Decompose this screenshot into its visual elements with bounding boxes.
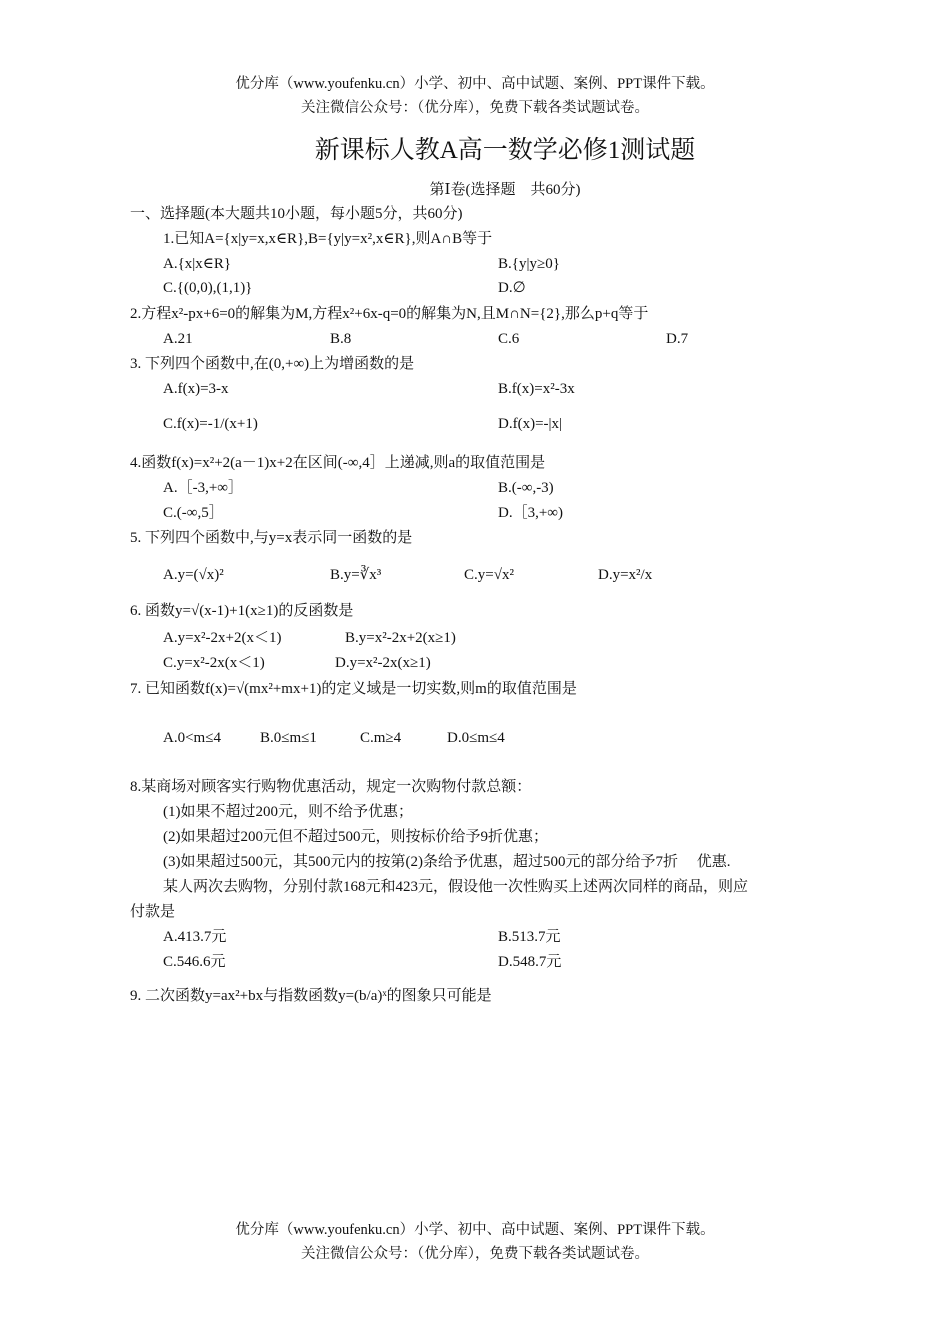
q1-stem-text: 1.已知A={x|y=x,x∈R},B={y|y=x²,x∈R},则A∩B等于 bbox=[163, 231, 493, 247]
q5-option-a: A.y=(√x)² bbox=[163, 567, 224, 583]
q8-option-b: B.513.7元 bbox=[498, 929, 561, 945]
question-8-stem: 8.某商场对顾客实行购物优惠活动，规定一次购物付款总额： bbox=[130, 779, 532, 795]
question-4-stem: 4.函数f(x)=x²+2(a－1)x+2在区间(-∞,4］上递减,则a的取值范围是 bbox=[130, 455, 546, 471]
q8-option-a: A.413.7元 bbox=[163, 929, 227, 945]
q5-option-b: B.y=∛x³ bbox=[330, 567, 382, 583]
header-line-2: 关注微信公众号：（优分库），免费下载各类试题试卷。 bbox=[301, 100, 649, 116]
q6-option-b: B.y=x²-2x+2(x≥1) bbox=[345, 630, 456, 646]
q2-option-b: B.8 bbox=[330, 331, 352, 347]
q3-option-c: C.f(x)=-1/(x+1) bbox=[163, 416, 258, 432]
q8-option-c: C.546.6元 bbox=[163, 954, 226, 970]
q3-option-b: B.f(x)=x²-3x bbox=[498, 381, 575, 397]
q8-condition-2: (2)如果超过200元但不超过500元，则按标价给予9折优惠； bbox=[163, 829, 548, 845]
question-6-stem: 6. 函数y=√(x-1)+1(x≥1)的反函数是 bbox=[130, 603, 354, 619]
page-title: 新课标人教A高一数学必修1测试题 bbox=[314, 137, 696, 164]
q7-option-c: C.m≥4 bbox=[360, 730, 402, 746]
q6-option-d: D.y=x²-2x(x≥1) bbox=[335, 655, 431, 671]
q5-option-d: D.y=x²/x bbox=[598, 567, 653, 583]
q4-option-a: A.［-3,+∞］ bbox=[163, 480, 243, 496]
q8-text-1: 某人两次去购物，分别付款168元和423元，假设他一次性购买上述两次同样的商品，则应 bbox=[163, 879, 749, 895]
question-7-stem: 7. 已知函数f(x)=√(mx²+mx+1)的定义域是一切实数,则m的取值范围是 bbox=[130, 681, 577, 697]
q7-option-a: A.0<m≤4 bbox=[163, 730, 221, 746]
footer-line-2: 关注微信公众号：（优分库），免费下载各类试题试卷。 bbox=[301, 1246, 649, 1262]
q8-condition-3: (3)如果超过500元，其500元内的按第(2)条给予优惠，超过500元的部分给予7折 优惠. bbox=[163, 854, 731, 870]
q4-option-c: C.(-∞,5］ bbox=[163, 505, 224, 521]
q8-condition-1: (1)如果不超过200元，则不给予优惠； bbox=[163, 804, 413, 820]
q4-option-b: B.(-∞,-3) bbox=[498, 480, 554, 496]
q7-option-b: B.0≤m≤1 bbox=[260, 730, 317, 746]
q1-option-d: D.∅ bbox=[498, 280, 526, 296]
question-9-stem: 9. 二次函数y=ax²+bx与指数函数y=(b/a)ˣ的图象只可能是 bbox=[130, 988, 492, 1004]
q5-option-c: C.y=√x² bbox=[464, 567, 514, 583]
q8-option-d: D.548.7元 bbox=[498, 954, 562, 970]
header-line-1: 优分库（www.youfenku.cn）小学、初中、高中试题、案例、PPT课件下载。 bbox=[235, 76, 715, 92]
q4-option-d: D.［3,+∞) bbox=[498, 505, 563, 521]
q1-option-a: A.{x|x∈R} bbox=[163, 256, 232, 272]
page-subtitle: 第Ⅰ卷(选择题 共60分) bbox=[429, 182, 581, 198]
q1-option-c: C.{(0,0),(1,1)} bbox=[163, 280, 253, 296]
q7-option-d: D.0≤m≤4 bbox=[447, 730, 505, 746]
question-1-stem bbox=[163, 228, 492, 250]
q3-option-d: D.f(x)=-|x| bbox=[498, 416, 563, 432]
q6-option-c: C.y=x²-2x(x＜1) bbox=[163, 655, 265, 671]
question-3-stem: 3. 下列四个函数中,在(0,+∞)上为增函数的是 bbox=[130, 356, 415, 372]
q2-option-d: D.7 bbox=[666, 331, 689, 347]
q1-option-b: B.{y|y≥0} bbox=[498, 256, 560, 272]
question-5-stem: 5. 下列四个函数中,与y=x表示同一函数的是 bbox=[130, 530, 413, 546]
q2-option-c: C.6 bbox=[498, 331, 520, 347]
q8-text-2: 付款是 bbox=[130, 904, 176, 920]
section-heading: 一、选择题(本大题共10小题，每小题5分，共60分) bbox=[130, 206, 463, 222]
question-2-stem: 2.方程x²-px+6=0的解集为M,方程x²+6x-q=0的解集为N,且M∩N={2},那么p+q等于 bbox=[130, 306, 649, 322]
q6-option-a: A.y=x²-2x+2(x＜1) bbox=[163, 630, 282, 646]
footer-line-1: 优分库（www.youfenku.cn）小学、初中、高中试题、案例、PPT课件下载。 bbox=[235, 1222, 715, 1238]
q2-option-a: A.21 bbox=[163, 331, 193, 347]
q3-option-a: A.f(x)=3-x bbox=[163, 381, 229, 397]
